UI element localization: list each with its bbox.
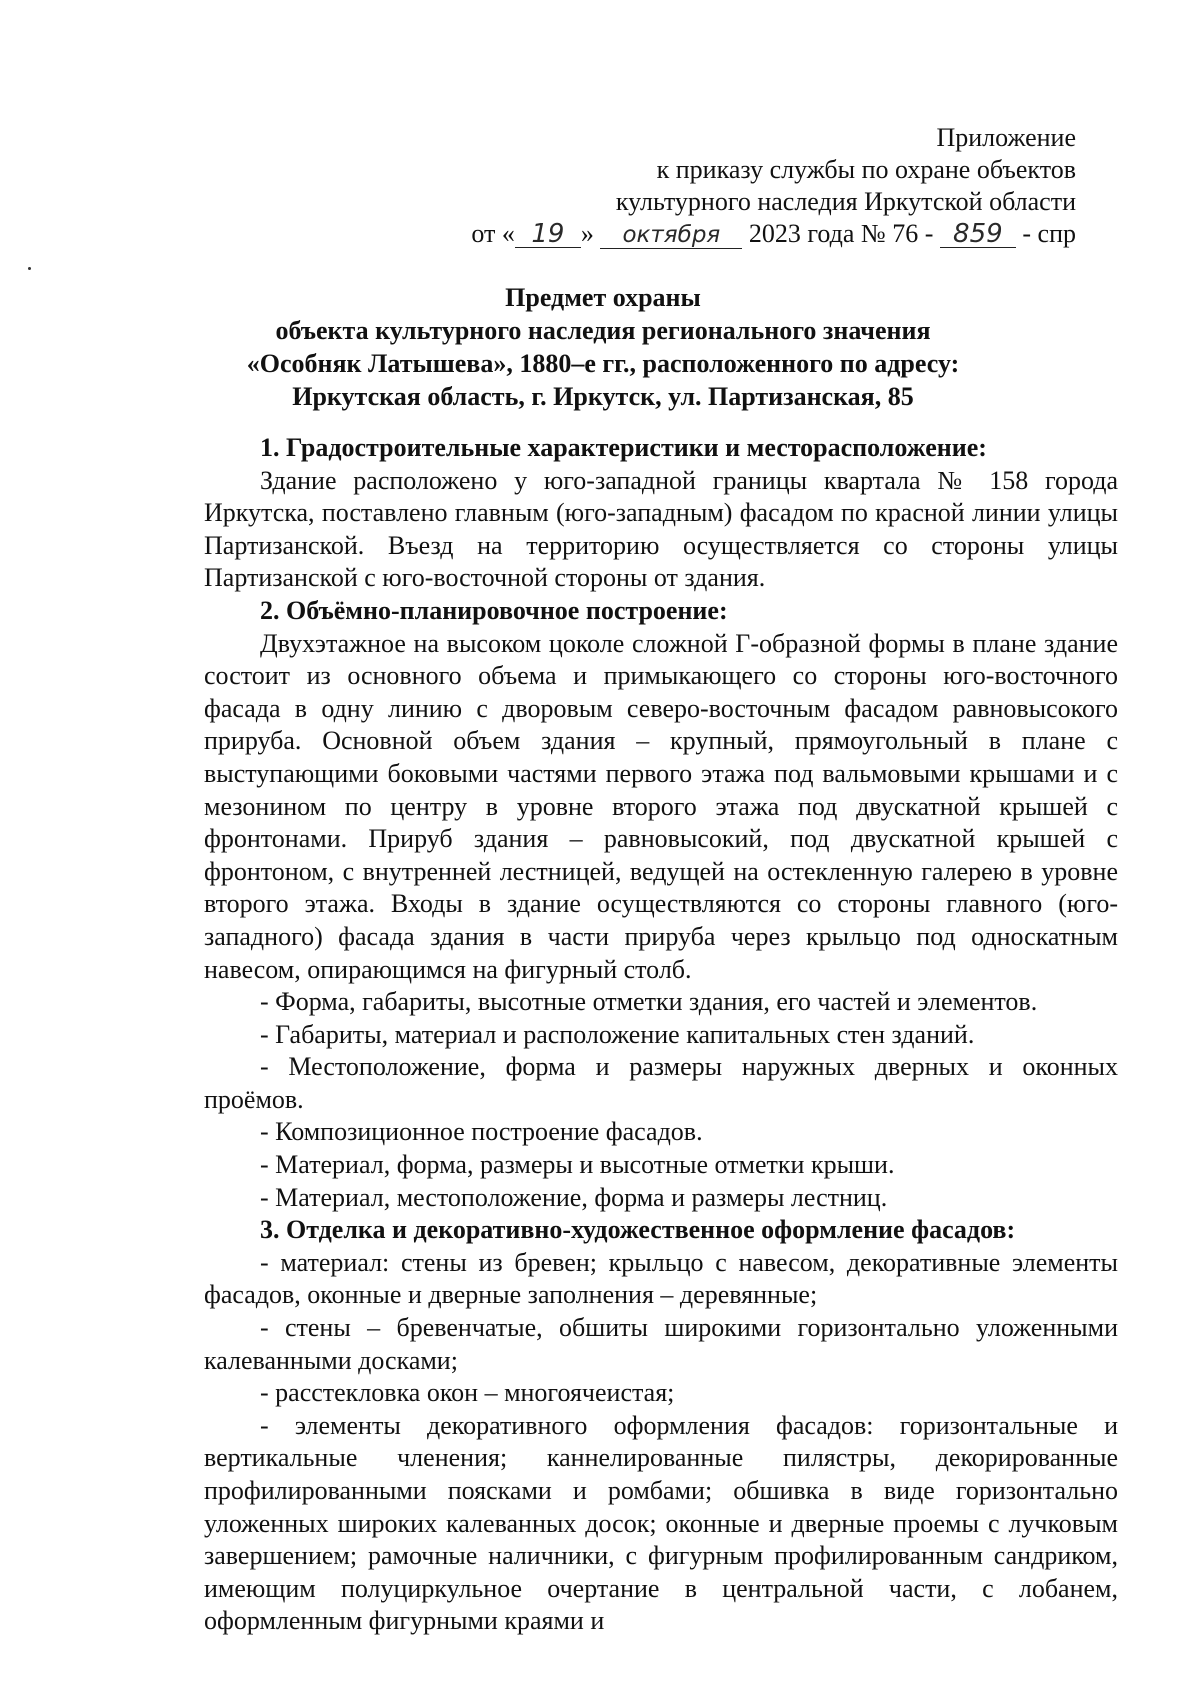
appendix-header [471,122,1076,250]
section-1-heading: 1. Градостроительные характеристики и месторасположение: [260,433,987,462]
title-line-2: объекта культурного наследия регионального значения [275,316,931,345]
order-end: - спр [1022,219,1076,248]
section-2-heading: 2. Объёмно-планировочное построение: [260,595,728,625]
handwritten-month: октября [600,222,742,249]
section-2-text: Двухэтажное на высоком цоколе сложной Г-образной формы в плане здание состоит из основного объема и примыкающего со стороны юго-восточного фасада в одну линию с дворовым северо-восточным фасадом равновысокого прируба. Основной объем здания – крупный, прямоугольный в плане с выступающими боковыми частями первого этажа под вальмовыми крышами и с мезонином по центру в уровне второго этажа под двускатной крышей с фронтонами. Прируб здания – равновысокий, под двускатной крышей с фронтоном, с внутренней лестницей, ведущей на остекленную галерею в уровне второго этажа. Входы в здание осуществляются со стороны главного (юго-западного) фасада здания в части прируба через крыльцо под односкатным навесом, опирающимся на фигурный столб. [204,628,1118,984]
section-2-item: - Композиционное построение фасадов. [260,1117,703,1147]
order-suffix: 2023 года № 76 - [748,219,934,248]
section-3-item: - материал: стены из бревен; крыльцо с навесом, декоративные элементы фасадов, оконные и дверные заполнения – деревянные; [204,1247,1118,1310]
section-3-heading: 3. Отделка и декоративно-художественное оформление фасадов: [260,1215,1016,1245]
title-line-4: Иркутская область, г. Иркутск, ул. Партизанская, 85 [292,382,914,411]
section-1-text: Здание расположено у юго-западной границы квартала № 158 города Иркутска, поставлено главным (юго-западным) фасадом по красной линии улицы Партизанской. Въезд на территорию осуществляется со стороны улицы Партизанской с юго-восточной стороны от здания. [204,465,1118,593]
order-prefix: от « [471,219,515,248]
order-line [471,218,1076,250]
section-2-item: - Материал, форма, размеры и высотные отметки крыши. [260,1150,895,1180]
section-2-item: - Габариты, материал и расположение капитальных стен зданий. [260,1019,975,1049]
handwritten-order-number: 859 [940,221,1016,248]
header-line-3: культурного наследия Иркутской области [615,187,1076,216]
section-3-item: - элементы декоративного оформления фасадов: горизонтальные и вертикальные членения; каннелированные пилястры, декорированные профилированными поясками и ромбами; обшивка в виде горизонтально уложенных широких калеванных досок; оконные и дверные проемы с лучковым завершением; рамочные наличники, с фигурным профилированным сандриком, имеющим полуциркульное очертание в центральной части, с лобанем, оформленным фигурными краями и [204,1410,1118,1636]
title-line-3: «Особняк Латышева», 1880–е гг., расположенного по адресу: [246,349,960,378]
handwritten-day: 19 [515,221,581,248]
header-line-1: Приложение [936,123,1076,152]
document-body [204,432,1118,1638]
order-mid: » [580,219,594,248]
title-line-1: Предмет охраны [505,283,701,312]
section-2-item: - Форма, габариты, высотные отметки здания, его частей и элементов. [260,987,1038,1017]
section-2-item: - Материал, местоположение, форма и размеры лестниц. [260,1182,888,1212]
section-2-item: - Местоположение, форма и размеры наружных дверных и оконных проёмов. [204,1052,1118,1114]
section-3-item: - расстекловка окон – многоячеистая; [260,1378,675,1408]
scan-speck [28,267,31,270]
section-3-item: - стены – бревенчатые, обшиты широкими горизонтально уложенными калеванными досками; [204,1313,1118,1375]
document-title [130,281,1076,413]
header-line-2: к приказу службы по охране объектов [656,155,1076,184]
